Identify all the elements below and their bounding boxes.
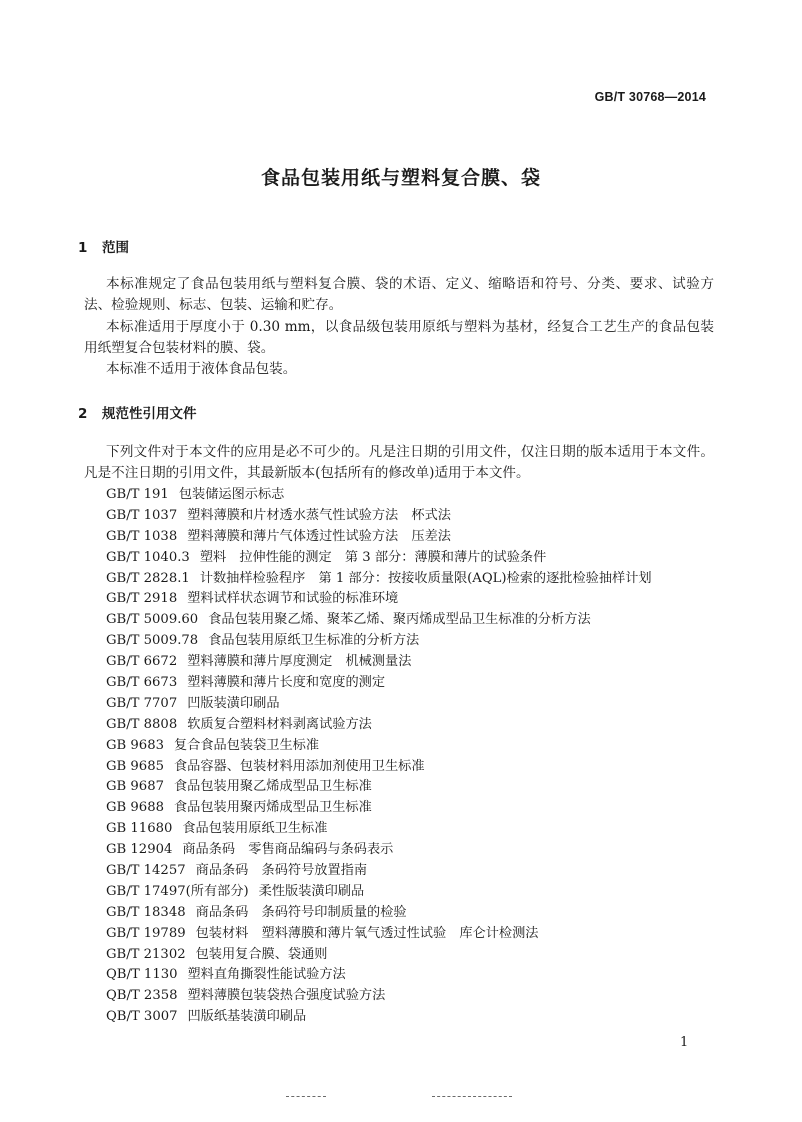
reference-title: 塑料薄膜和片材透水蒸气性试验方法 杯式法 (187, 507, 451, 523)
reference-item (106, 569, 726, 590)
reference-code: GB/T 6672 (106, 654, 178, 670)
reference-code: GB/T 2918 (106, 591, 178, 607)
reference-item (106, 903, 726, 924)
page-number: 1 (680, 1035, 689, 1050)
reference-item (106, 673, 726, 694)
section-2-heading (78, 402, 197, 422)
reference-item (106, 945, 726, 966)
section-2-title: 规范性引用文件 (102, 406, 197, 422)
reference-item (106, 1007, 726, 1028)
reference-code: GB 12904 (106, 842, 173, 858)
reference-title: 复合食品包装袋卫生标准 (173, 737, 320, 753)
scan-artifact-line (432, 1096, 512, 1097)
reference-item (106, 986, 726, 1007)
reference-title: 塑料薄膜和薄片厚度测定 机械测量法 (187, 654, 412, 670)
normative-references-list (106, 485, 726, 1028)
reference-title: 塑料试样状态调节和试验的标准环境 (187, 591, 399, 607)
reference-title: 食品包装用原纸卫生标准的分析方法 (208, 633, 420, 649)
reference-code: GB/T 21302 (106, 946, 186, 962)
section-2-number: 2 (78, 406, 88, 422)
reference-title: 塑料直角撕裂性能试验方法 (187, 967, 346, 983)
reference-title: 塑料薄膜和薄片气体透过性试验方法 压差法 (187, 528, 451, 544)
reference-code: GB/T 1040.3 (106, 549, 190, 565)
reference-title: 柔性版装潢印刷品 (258, 883, 365, 899)
reference-code: GB/T 5009.60 (106, 612, 199, 628)
reference-item (106, 715, 726, 736)
reference-item (106, 840, 726, 861)
reference-code: QB/T 1130 (106, 967, 178, 983)
reference-title: 商品条码 零售商品编码与条码表示 (182, 842, 394, 858)
reference-code: GB 9688 (106, 800, 164, 816)
reference-code: GB/T 18348 (106, 904, 186, 920)
reference-code: GB 11680 (106, 821, 173, 837)
scan-artifact-line (286, 1096, 326, 1097)
reference-code: GB/T 1038 (106, 528, 178, 544)
reference-title: 计数抽样检验程序 第 1 部分：按接收质量限(AQL)检索的逐批检验抽样计划 (199, 570, 652, 586)
reference-title: 凹版纸基装潢印刷品 (187, 1009, 307, 1025)
section-1-number: 1 (78, 240, 88, 256)
reference-item (106, 924, 726, 945)
reference-item (106, 527, 726, 548)
reference-item (106, 819, 726, 840)
reference-code: GB/T 1037 (106, 507, 178, 523)
reference-item (106, 777, 726, 798)
reference-item (106, 736, 726, 757)
section-1-heading (78, 236, 129, 256)
reference-code: QB/T 3007 (106, 1009, 178, 1025)
standard-code: GB/T 30768—2014 (594, 90, 706, 104)
reference-title: 商品条码 条码符号印制质量的检验 (195, 904, 407, 920)
reference-code: GB/T 2828.1 (106, 570, 190, 586)
reference-title: 塑料薄膜和薄片长度和宽度的测定 (187, 675, 386, 691)
reference-item (106, 757, 726, 778)
reference-title: 包装用复合膜、袋通则 (195, 946, 328, 962)
reference-item (106, 485, 726, 506)
reference-code: GB/T 7707 (106, 695, 178, 711)
reference-title: 塑料薄膜包装袋热合强度试验方法 (187, 988, 386, 1004)
reference-item (106, 882, 726, 903)
reference-item (106, 631, 726, 652)
document-title: 食品包装用纸与塑料复合膜、袋 (260, 167, 541, 189)
reference-item (106, 610, 726, 631)
reference-code: GB/T 17497(所有部分) (106, 883, 249, 899)
reference-title: 食品包装用原纸卫生标准 (182, 821, 328, 837)
reference-title: 包装材料 塑料薄膜和薄片氧气透过性试验 库仑计检测法 (195, 925, 539, 941)
reference-code: QB/T 2358 (106, 988, 178, 1004)
reference-item (106, 652, 726, 673)
reference-code: GB 9685 (106, 758, 164, 774)
reference-code: GB 9683 (106, 737, 164, 753)
reference-code: GB/T 5009.78 (106, 633, 199, 649)
reference-code: GB/T 8808 (106, 716, 178, 732)
reference-title: 食品包装用聚乙烯、聚苯乙烯、聚丙烯成型品卫生标准的分析方法 (208, 612, 591, 628)
scope-paragraph-3: 本标准不适用于液体食品包装。 (106, 361, 297, 377)
reference-item (106, 861, 726, 882)
references-intro-paragraph: 下列文件对于本文件的应用是必不可少的。凡是注日期的引用文件，仅注日期的版本适用于本文件。凡是不注日期的引用文件，其最新版本(包括所有的修改单)适用于本文件。 (84, 444, 714, 481)
reference-code: GB/T 19789 (106, 925, 186, 941)
scope-paragraph-2: 本标准适用于厚度小于 0.30 mm，以食品级包装用原纸与塑料为基材，经复合工艺生产的食品包装用纸塑复合包装材料的膜、袋。 (84, 319, 714, 356)
reference-item (106, 798, 726, 819)
reference-title: 食品容器、包装材料用添加剂使用卫生标准 (173, 758, 425, 774)
reference-code: GB 9687 (106, 779, 164, 795)
reference-item (106, 506, 726, 527)
reference-title: 塑料 拉伸性能的测定 第 3 部分：薄膜和薄片的试验条件 (199, 549, 547, 565)
reference-title: 食品包装用聚乙烯成型品卫生标准 (173, 779, 372, 795)
reference-title: 包装储运图示标志 (178, 487, 285, 502)
scope-paragraph-1: 本标准规定了食品包装用纸与塑料复合膜、袋的术语、定义、缩略语和符号、分类、要求、试验方法、检验规则、标志、包装、运输和贮存。 (84, 276, 714, 313)
reference-item (106, 694, 726, 715)
reference-title: 食品包装用聚丙烯成型品卫生标准 (173, 800, 372, 816)
section-1-title: 范围 (102, 240, 129, 256)
reference-title: 商品条码 条码符号放置指南 (195, 863, 368, 879)
reference-code: GB/T 14257 (106, 863, 186, 879)
reference-title: 凹版装潢印刷品 (187, 695, 280, 711)
reference-code: GB/T 6673 (106, 675, 178, 691)
reference-item (106, 965, 726, 986)
reference-item (106, 589, 726, 610)
reference-item (106, 548, 726, 569)
reference-code: GB/T 191 (106, 487, 169, 502)
reference-title: 软质复合塑料材料剥离试验方法 (187, 716, 372, 732)
